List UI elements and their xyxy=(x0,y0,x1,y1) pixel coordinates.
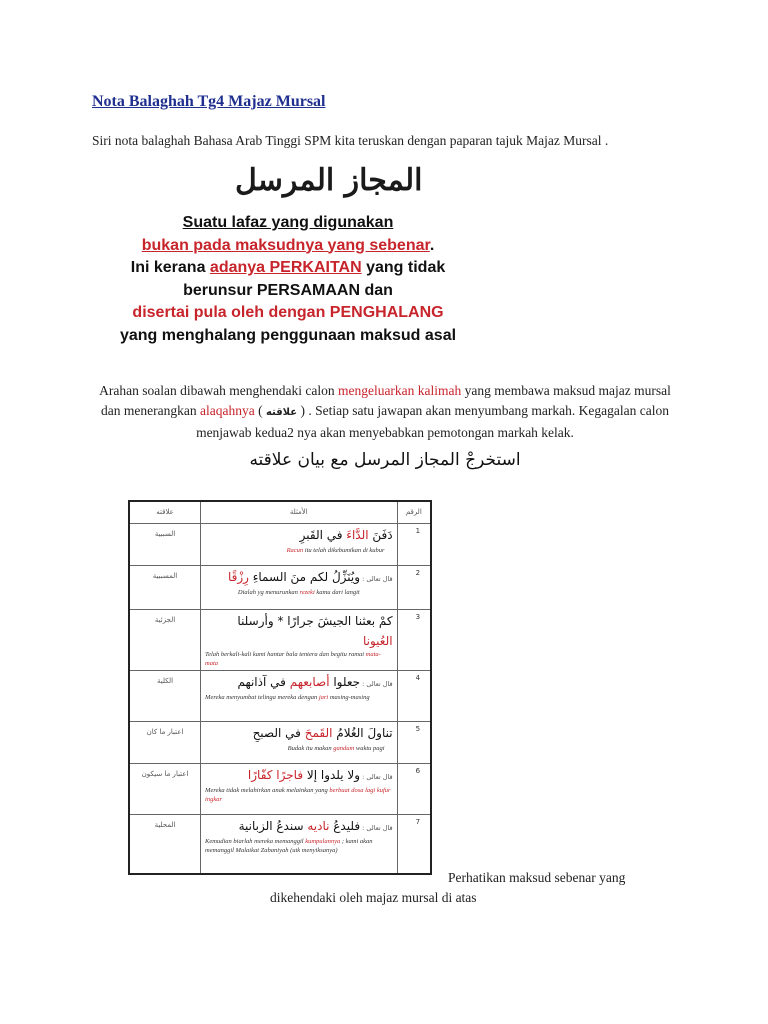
closing-note xyxy=(270,868,690,908)
example-cell xyxy=(201,670,398,721)
translation: Budak itu makan gandum waktu pagi xyxy=(287,744,385,752)
table-row xyxy=(129,565,431,609)
example-cell xyxy=(201,523,398,565)
arabic-example: قال تعالى : ويُنَزِّلُ لكم منَ السماءِ رِزْقًا xyxy=(227,569,393,584)
definition-line-6: yang menghalang penggunaan maksud asal xyxy=(119,326,457,344)
page-title: Nota Balaghah Tg4 Majaz Mursal xyxy=(92,93,326,110)
table-row xyxy=(129,670,431,721)
relation-cell: الكلية xyxy=(129,670,201,721)
table-row xyxy=(129,814,431,874)
arabic-example: كمْ بعثنا الجيشَ جرارًا * وأرسلنا العُيونا xyxy=(237,613,393,648)
example-cell xyxy=(201,814,398,874)
arabic-example: قال تعالى : ولا يلدوا إلا فاجرًا كفّارًا xyxy=(247,767,393,782)
example-cell xyxy=(201,565,398,609)
definition-line-2: bukan pada maksudnya yang sebenar. xyxy=(141,236,435,254)
definition-line-3: Ini kerana adanya PERKAITAN yang tidak xyxy=(130,259,446,276)
definition-line-1: Suatu lafaz yang digunakan xyxy=(182,214,394,231)
arabic-example: قال تعالى : فليدعُ ناديه سندعُ الزبانية xyxy=(238,818,393,833)
examples-table xyxy=(128,500,432,875)
closing-note-line-2: dikehendaki oleh majaz mursal di atas xyxy=(270,890,477,905)
table-row xyxy=(129,609,431,670)
example-cell xyxy=(201,763,398,814)
relation-cell: السببية xyxy=(129,523,201,565)
number-cell: 6 xyxy=(397,763,431,814)
definition-box xyxy=(112,212,464,347)
number-cell: 1 xyxy=(397,523,431,565)
arabic-example: قال تعالى : جعلوا أصابعهم في آذانهم xyxy=(237,674,393,689)
relation-cell: اعتبار ما سيكون xyxy=(129,763,201,814)
translation: Racun itu telah dikebumikan di kubur xyxy=(286,546,385,554)
instruction-paragraph: Arahan soalan dibawah menghendaki calon mengeluarkan kalimah yang membawa maksud majaz mursal dan menerangkan alaqahnya ( علاقته ) . Setiap satu jawapan akan menyumbang markah. Kegagalan calon menjawab kedua2 nya akan menyebabkan pemotongan markah kelak. xyxy=(99,383,671,440)
translation: Telah berkali-kali kami hantar bala tentera dan begitu ramai mata-mata xyxy=(205,650,381,667)
translation: Mereka menyumbat telinga mereka dengan jari masing-masing xyxy=(205,693,370,701)
relation-cell: المسببية xyxy=(129,565,201,609)
closing-note-line-1: Perhatikan maksud sebenar yang xyxy=(448,870,626,885)
intro-paragraph: Siri nota balaghah Bahasa Arab Tinggi SPM kita teruskan dengan paparan tajuk Majaz Mursal . xyxy=(92,133,609,148)
relation-cell: الجزئية xyxy=(129,609,201,670)
arabic-example: تناولَ الغُلامُ القَمحَ في الصبحِ xyxy=(252,725,393,740)
header-relation: علاقته xyxy=(129,501,201,523)
translation: Kemudian biarlah mereka memanggil kumpulannya ; kami akan memanggil Malaikat Zabaniyah (utk menyiksanya) xyxy=(205,837,373,854)
table-row xyxy=(129,763,431,814)
number-cell: 4 xyxy=(397,670,431,721)
definition-line-4: berunsur PERSAMAAN dan xyxy=(183,281,393,299)
translation: Mereka tidak melahirkan anak melainkan yang berbuat dosa lagi kufur ingkar xyxy=(205,786,391,803)
header-examples: الأمثلة xyxy=(201,501,398,523)
question-heading: استخرجْ المجاز المرسل مع بيان علاقته xyxy=(249,450,521,470)
arabic-heading: المجاز المرسل xyxy=(235,163,423,198)
example-cell xyxy=(201,609,398,670)
arabic-example: دَفَنَ الدَّاءَ في القَبرِ xyxy=(299,527,393,542)
example-cell xyxy=(201,721,398,763)
number-cell: 3 xyxy=(397,609,431,670)
relation-cell: المحلية xyxy=(129,814,201,874)
table-header-row xyxy=(129,501,431,523)
relation-cell: اعتبار ما كان xyxy=(129,721,201,763)
definition-line-5: disertai pula oleh dengan PENGHALANG xyxy=(132,304,444,321)
header-number: الرقم xyxy=(397,501,431,523)
translation: Dialah yg menurunkan rezeki kamu dari langit xyxy=(237,588,360,596)
number-cell: 5 xyxy=(397,721,431,763)
table-row xyxy=(129,523,431,565)
number-cell: 7 xyxy=(397,814,431,874)
table-row xyxy=(129,721,431,763)
number-cell: 2 xyxy=(397,565,431,609)
